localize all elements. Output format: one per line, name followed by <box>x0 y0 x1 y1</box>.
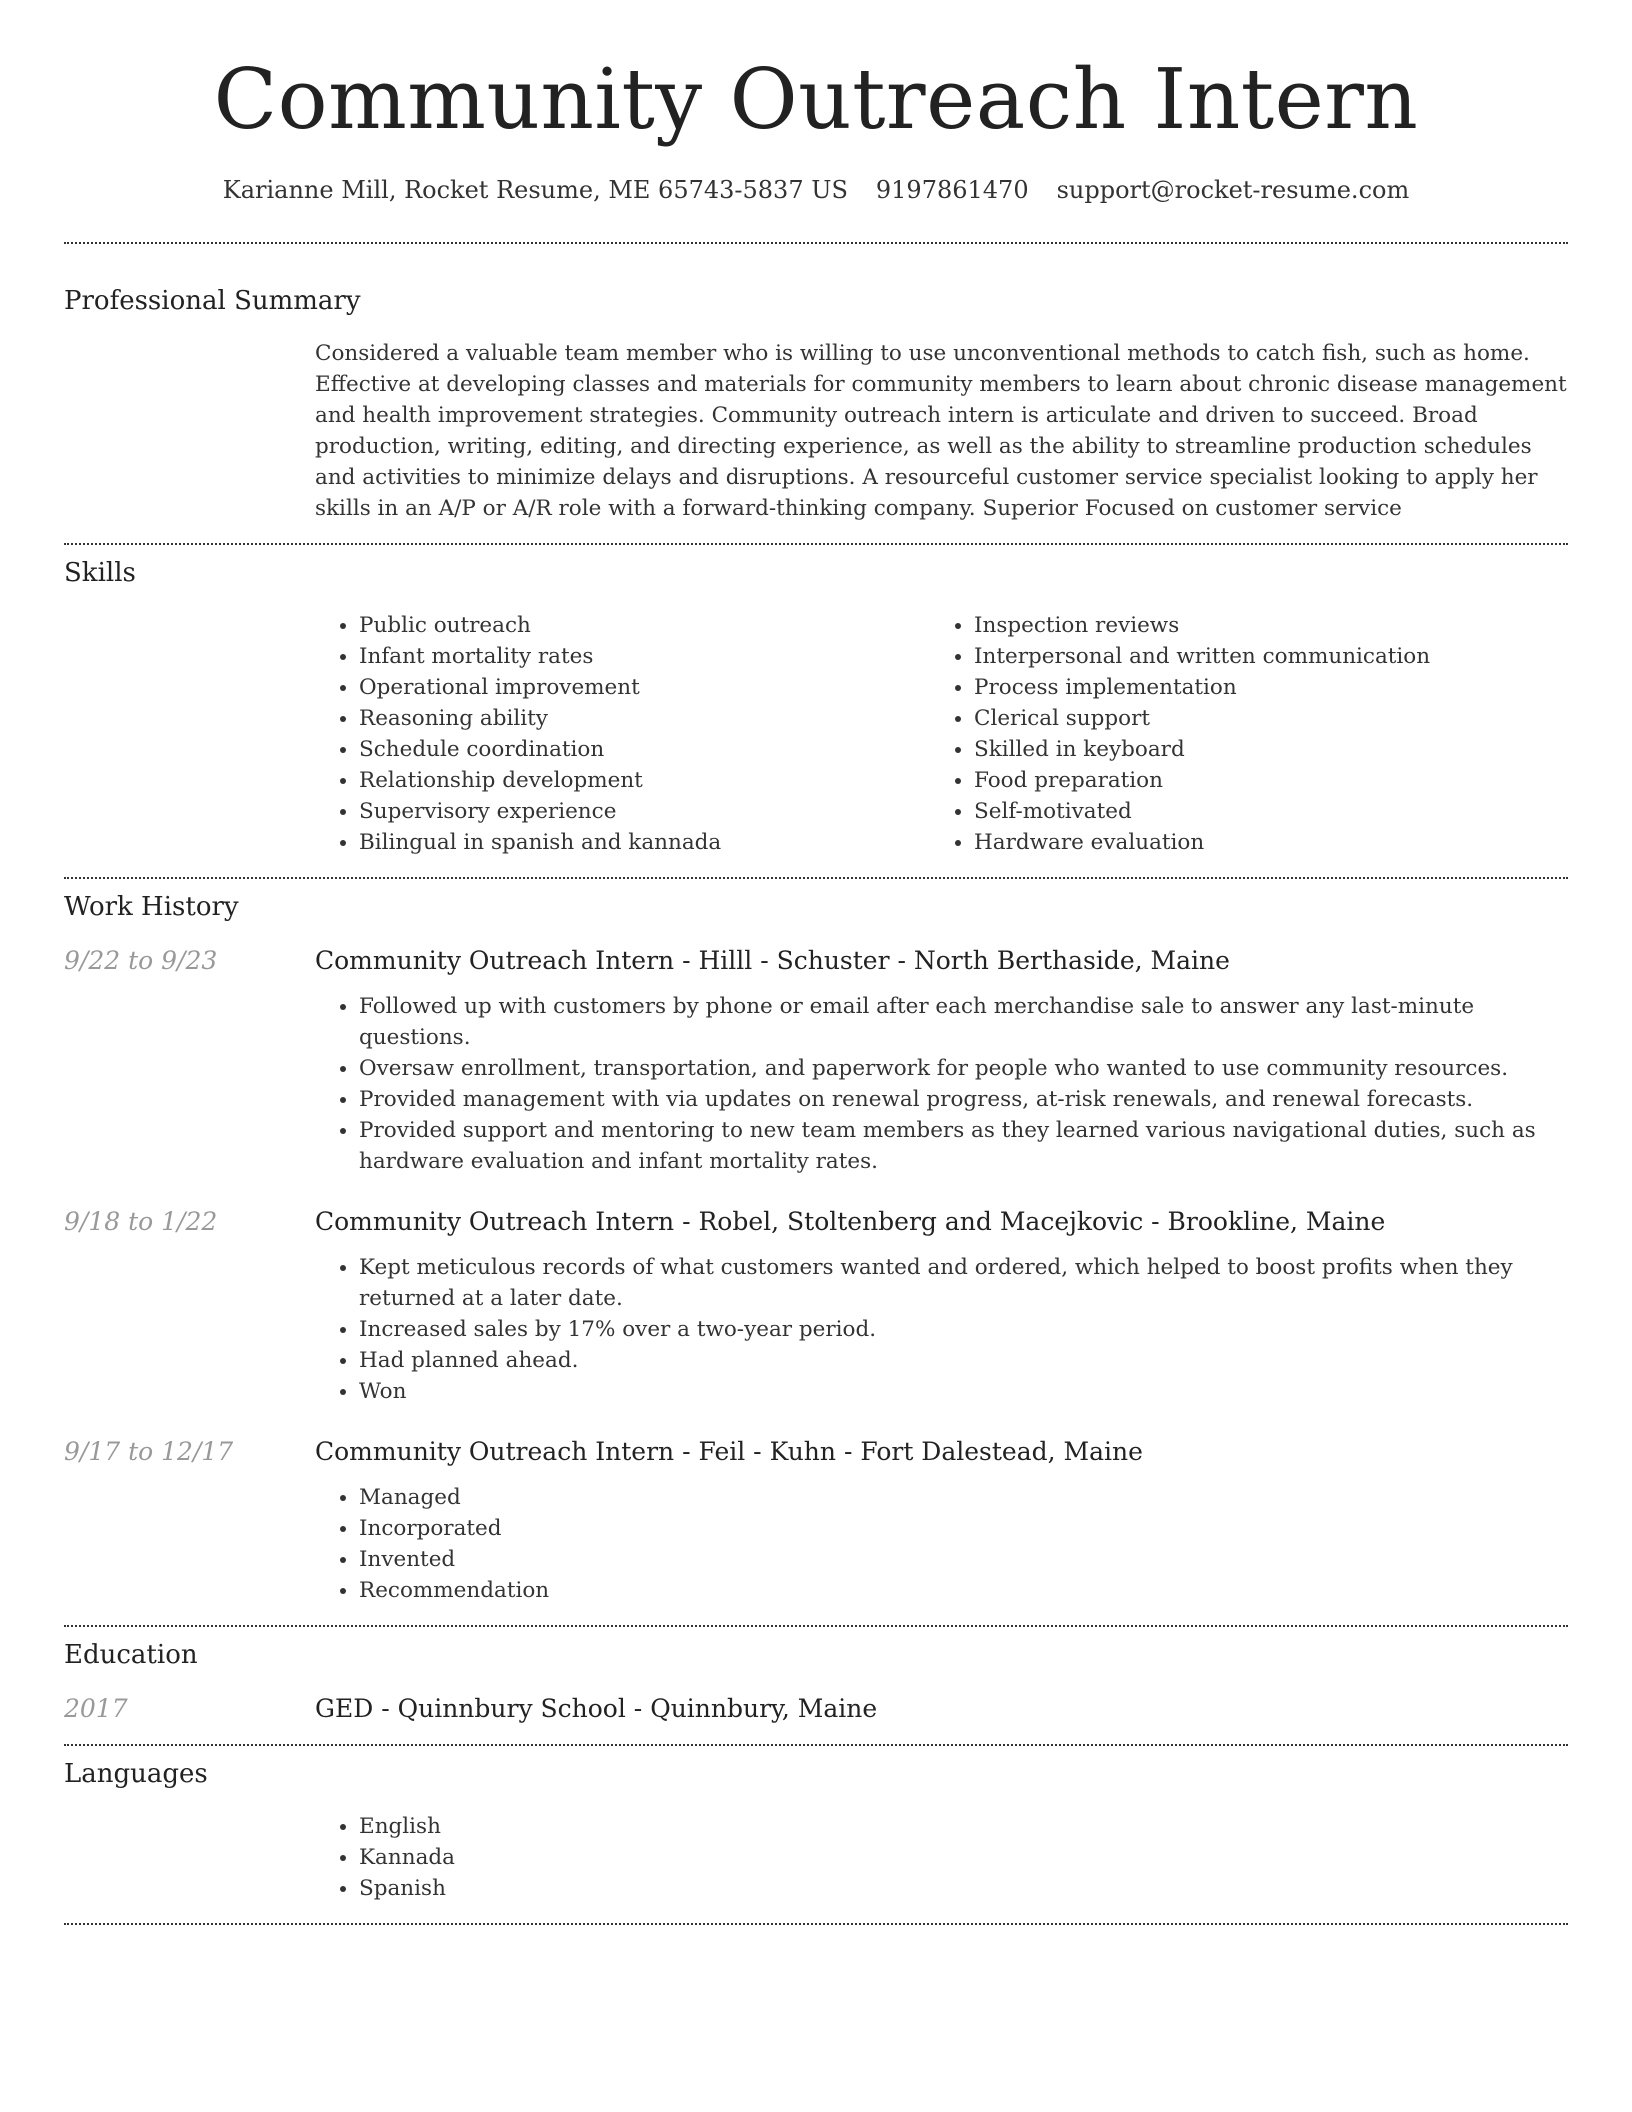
resume-page <box>64 0 1568 1925</box>
divider <box>64 242 1568 244</box>
divider <box>64 543 1568 545</box>
skills-heading: Skills <box>64 558 136 588</box>
skills-column-right <box>930 610 1545 858</box>
education-degree: GED - Quinnbury School - Quinnbury, Maine <box>315 1694 878 1723</box>
contact-line <box>64 174 1568 206</box>
skill-item: • Schedule coordination <box>359 734 930 765</box>
language-item: • Spanish <box>359 1873 1568 1904</box>
education-entry <box>64 1693 1568 1725</box>
job-bullet: • Managed <box>359 1482 1568 1513</box>
skill-item: • Supervisory experience <box>359 796 930 827</box>
language-item: • Kannada <box>359 1842 1568 1873</box>
job-bullet: • Recommendation <box>359 1575 1568 1606</box>
resume-title: Community Outreach Intern <box>213 51 1419 148</box>
education-heading: Education <box>64 1640 198 1670</box>
skill-item: • Operational improvement <box>359 672 930 703</box>
skills-list <box>315 610 1568 858</box>
skill-item: • Interpersonal and written communication <box>974 641 1545 672</box>
job-bullet: • Kept meticulous records of what customers wanted and ordered, which helped to boost profits when they returned at a later date. <box>359 1252 1568 1314</box>
divider <box>64 1923 1568 1925</box>
job-dates: 9/18 to 1/22 <box>64 1207 218 1236</box>
job-title: Community Outreach Intern - Hilll - Schuster - North Berthaside, Maine <box>315 946 1230 975</box>
job-entry <box>64 1206 1568 1407</box>
job-bullet: • Won <box>359 1376 1568 1407</box>
skill-item: • Public outreach <box>359 610 930 641</box>
job-bullet: • Invented <box>359 1544 1568 1575</box>
job-title: Community Outreach Intern - Feil - Kuhn - Fort Dalestead, Maine <box>315 1437 1143 1466</box>
job-dates: 9/17 to 12/17 <box>64 1437 234 1466</box>
skill-item: • Bilingual in spanish and kannada <box>359 827 930 858</box>
divider <box>64 877 1568 879</box>
skill-item: • Reasoning ability <box>359 703 930 734</box>
skill-item: • Food preparation <box>974 765 1545 796</box>
job-bullet: • Provided management with via updates on renewal progress, at-risk renewals, and renewal forecasts. <box>359 1084 1568 1115</box>
divider <box>64 1625 1568 1627</box>
skills-column-left <box>315 610 930 858</box>
job-bullet: • Increased sales by 17% over a two-year period. <box>359 1314 1568 1345</box>
job-entry <box>64 945 1568 1177</box>
languages-list <box>315 1811 1568 1904</box>
job-bullet: • Followed up with customers by phone or email after each merchandise sale to answer any last-minute questions. <box>359 991 1568 1053</box>
education-year: 2017 <box>64 1694 128 1723</box>
contact-email: support@rocket-resume.com <box>1056 176 1410 204</box>
skill-item: • Inspection reviews <box>974 610 1545 641</box>
contact-phone: 9197861470 <box>875 176 1029 204</box>
job-bullet: • Oversaw enrollment, transportation, and paperwork for people who wanted to use community resources. <box>359 1053 1568 1084</box>
skill-item: • Self-motivated <box>974 796 1545 827</box>
languages-heading: Languages <box>64 1759 208 1789</box>
job-bullet: • Incorporated <box>359 1513 1568 1544</box>
job-bullet: • Provided support and mentoring to new team members as they learned various navigational duties, such as hardware evaluation and infant mortality rates. <box>359 1115 1568 1177</box>
skill-item: • Relationship development <box>359 765 930 796</box>
summary-text: Considered a valuable team member who is willing to use unconventional methods to catch fish, such as home. Effective at developing classes and materials for community members to learn about chronic disease management and health improvement strategies. Community outreach intern is articulate and driven to succeed. Broad production, writing, editing, and directing experience, as well as the ability to streamline production schedules and activities to minimize delays and disruptions. A resourceful customer service specialist looking to apply her skills in an A/P or A/R role with a forward-thinking company. Superior Focused on customer service <box>315 341 1567 521</box>
job-dates: 9/22 to 9/23 <box>64 946 218 975</box>
divider <box>64 1744 1568 1746</box>
skill-item: • Clerical support <box>974 703 1545 734</box>
job-entry <box>64 1436 1568 1606</box>
summary-heading: Professional Summary <box>64 286 361 316</box>
contact-address: Karianne Mill, Rocket Resume, ME 65743-5837 US <box>222 176 848 204</box>
work-heading: Work History <box>64 892 239 922</box>
skill-item: • Process implementation <box>974 672 1545 703</box>
skill-item: • Hardware evaluation <box>974 827 1545 858</box>
job-title: Community Outreach Intern - Robel, Stoltenberg and Macejkovic - Brookline, Maine <box>315 1207 1386 1236</box>
skill-item: • Infant mortality rates <box>359 641 930 672</box>
job-bullet: • Had planned ahead. <box>359 1345 1568 1376</box>
language-item: • English <box>359 1811 1568 1842</box>
skill-item: • Skilled in keyboard <box>974 734 1545 765</box>
